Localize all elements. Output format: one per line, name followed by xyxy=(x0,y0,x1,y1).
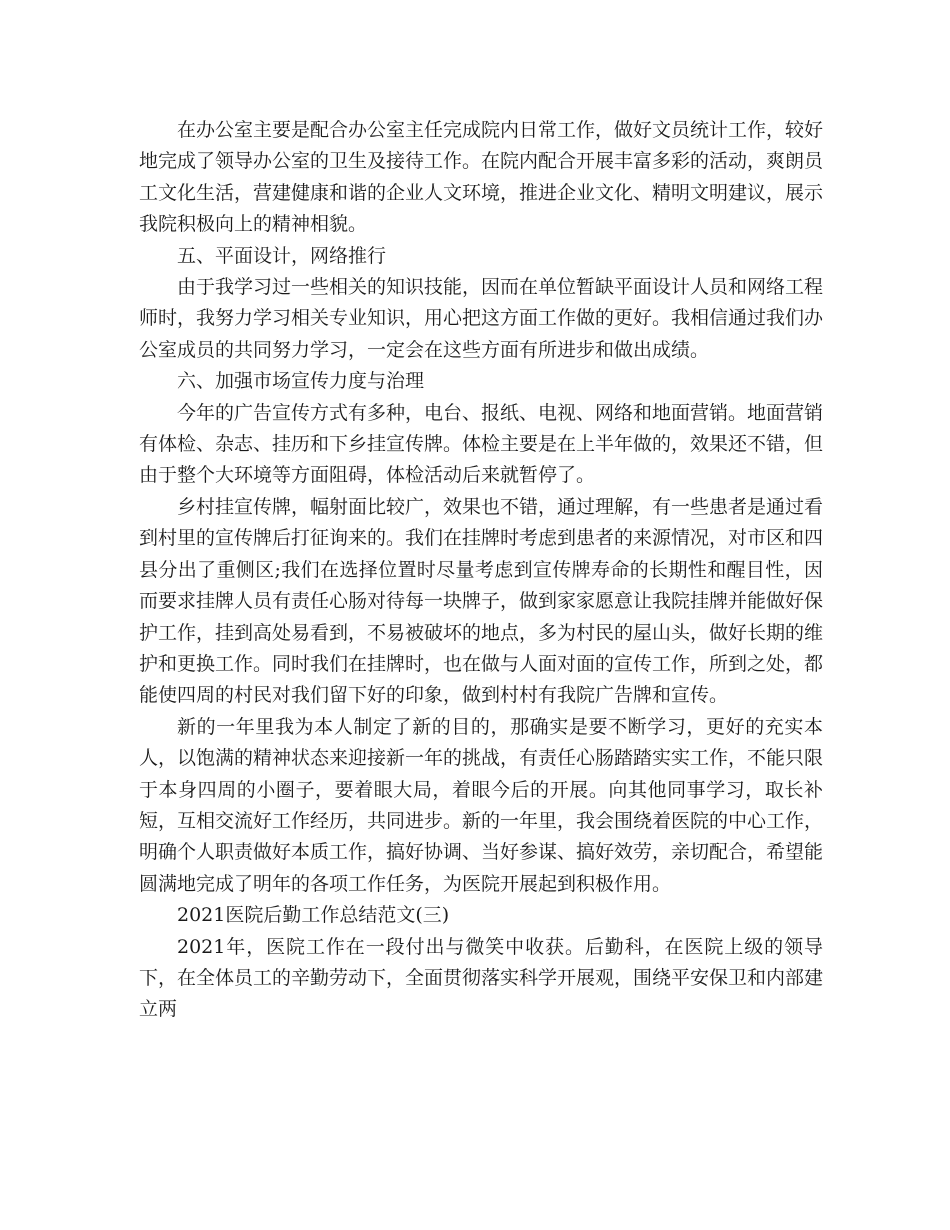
heading-market-promotion: 六、加强市场宣传力度与治理 xyxy=(177,370,425,393)
paragraph-village-signs: 乡村挂宣传牌，幅射面比较广，效果也不错，通过理解，有一些患者是通过看到村里的宣传牌后打征询来的。我们在挂牌时考虑到患者的来源情况，对市区和四县分出了重侧区;我们在选择位置时尽量考虑到宣传牌寿命的长期性和醒目性，因而要求挂牌人员有责任心肠对待每一块牌子，做到家家愿意让我院挂牌并能做好保护工作，挂到高处易看到，不易被破坏的地点，多为村民的屋山头，做好长期的维护和更换工作。同时我们在挂牌时，也在做与人面对面的宣传工作，所到之处，都能使四周的村民对我们留下好的印象，做到村村有我院广告牌和宣传。 xyxy=(139,495,824,707)
paragraph-graphic-design: 由于我学习过一些相关的知识技能，因而在单位暂缺平面设计人员和网络工程师时，我努力学习相关专业知识，用心把这方面工作做的更好。我相信通过我们办公室成员的共同努力学习，一定会在这些方面有所进步和做出成绩。 xyxy=(139,276,824,361)
paragraph-new-year-goals: 新的一年里我为本人制定了新的目的，那确实是要不断学习，更好的充实本人，以饱满的精神状态来迎接新一年的挑战，有责任心肠踏踏实实工作，不能只限于本身四周的小圈子，要着眼大局，着眼今后的开展。向其他同事学习，取长补短，互相交流好工作经历，共同进步。新的一年里，我会围绕着医院的中心工作，明确个人职责做好本质工作，搞好协调、当好参谋、搞好效劳，亲切配合，希望能圆满地完成了明年的各项工作任务，为医院开展起到积极作用。 xyxy=(139,715,824,895)
heading-sample-essay-three: 2021医院后勤工作总结范文(三) xyxy=(177,904,450,927)
paragraph-advertising-methods: 今年的广告宣传方式有多种，电台、报纸、电视、网络和地面营销。地面营销有体检、杂志、挂历和下乡挂宣传牌。体检主要是在上半年做的，效果还不错，但由于整个大环境等方面阻碍，体检活动后来就暂停了。 xyxy=(139,401,824,487)
paragraph-2021-summary: 2021年，医院工作在一段付出与微笑中收获。后勤科，在医院上级的领导下，在全体员工的辛勤劳动下，全面贯彻落实科学开展观，围绕平安保卫和内部建立两 xyxy=(139,935,824,1021)
paragraph-office-work: 在办公室主要是配合办公室主任完成院内日常工作，做好文员统计工作，较好地完成了领导办公室的卫生及接待工作。在院内配合开展丰富多彩的活动，爽朗员工文化生活，营建健康和谐的企业人文环境，推进企业文化、精明文明建议，展示我院积极向上的精神相貌。 xyxy=(139,119,824,236)
heading-graphic-design: 五、平面设计，网络推行 xyxy=(177,244,387,267)
document-body xyxy=(139,115,823,1026)
